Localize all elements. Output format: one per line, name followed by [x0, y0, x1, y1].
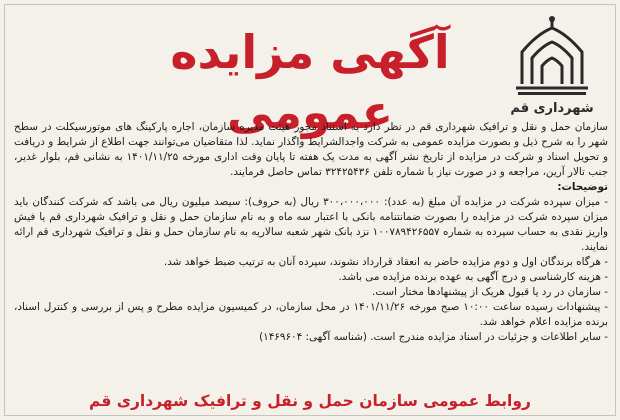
list-item: - سایر اطلاعات و جزئیات در اسناد مزایده مندرج است. (شناسه آگهی: ۱۴۶۹۶۰۴)	[14, 330, 608, 345]
list-item: - میزان سپرده شرکت در مزایده آن مبلغ (به عدد): ۳۰۰،۰۰۰،۰۰۰ ریال (به حروف): سیصد میلیون ریال می باشد که شرکت کنندگان باید میزان سپرده شرکت در مزایده را بصورت ضمانتنامه بانکی با اعتبار سه ماه و به نام سازمان حمل و نقل و ترافیک شهرداری قم یا فیش واریز نقدی به حساب سپرده به شماره ۱۰۰۷۸۹۴۲۶۵۵۷ نزد بانک شهر شعبه سالاریه به نام سازمان حمل و نقل و ترافیک شهرداری قم ارائه نمایند.	[14, 195, 608, 255]
list-item: - هرگاه برندگان اول و دوم مزایده حاضر به انعقاد قرارداد نشوند، سپرده آنان به ترتیب ضبط خواهد شد.	[14, 255, 608, 270]
municipality-emblem-icon	[492, 14, 610, 118]
list-item: - پیشنهادات رسیده ساعت ۱۰:۰۰ صبح مورخه ۱۴۰۱/۱۱/۲۶ در محل سازمان، در کمیسیون مزایده مطرح و پس از بررسی و کنترل اسناد، برنده مزایده اعلام خواهد شد.	[14, 300, 608, 330]
conditions-list	[14, 195, 608, 345]
list-item: - سازمان در رد یا قبول هریک از پیشنهادها مختار است.	[14, 285, 608, 300]
page-title: آگهی مزایده عمومی	[170, 25, 450, 139]
header	[0, 8, 620, 139]
intro-paragraph: سازمان حمل و نقل و ترافیک شهرداری قم در نظر دارد به استناد مجوز هیئت مدیره سازمان، اجاره پارکینگ های موتورسیکلت در سطح شهر را به شرح ذیل و بصورت مزایده عمومی به شرکت واجدالشرایط واگذار نماید. لذا متقاضیان می‌توانند جهت اطلاع از شرایط و دریافت و تحویل اسناد و شرکت در مزایده از تاریخ نشر آگهی به مدت یک هفته تا پایان وقت اداری مورخه ۱۴۰۱/۱۱/۲۵ به نشانی قم، بلوار غدیر، جنب تالار آرین، مراجعه و در صورت نیاز با شماره تلفن ۳۲۴۲۵۴۳۶ تماس حاصل فرمایند.	[14, 121, 608, 178]
list-item: - هزینه کارشناسی و درج آگهی به عهده برنده مزایده می باشد.	[14, 270, 608, 285]
footer-signature: روابط عمومی سازمان حمل و نقل و ترافیک شهرداری قم	[89, 392, 531, 410]
notes-heading: توضیحات:	[557, 181, 608, 193]
qom-municipality-logo	[492, 14, 610, 118]
notice-body	[14, 120, 608, 345]
svg-text:شهرداری قم: شهرداری قم	[510, 101, 594, 116]
